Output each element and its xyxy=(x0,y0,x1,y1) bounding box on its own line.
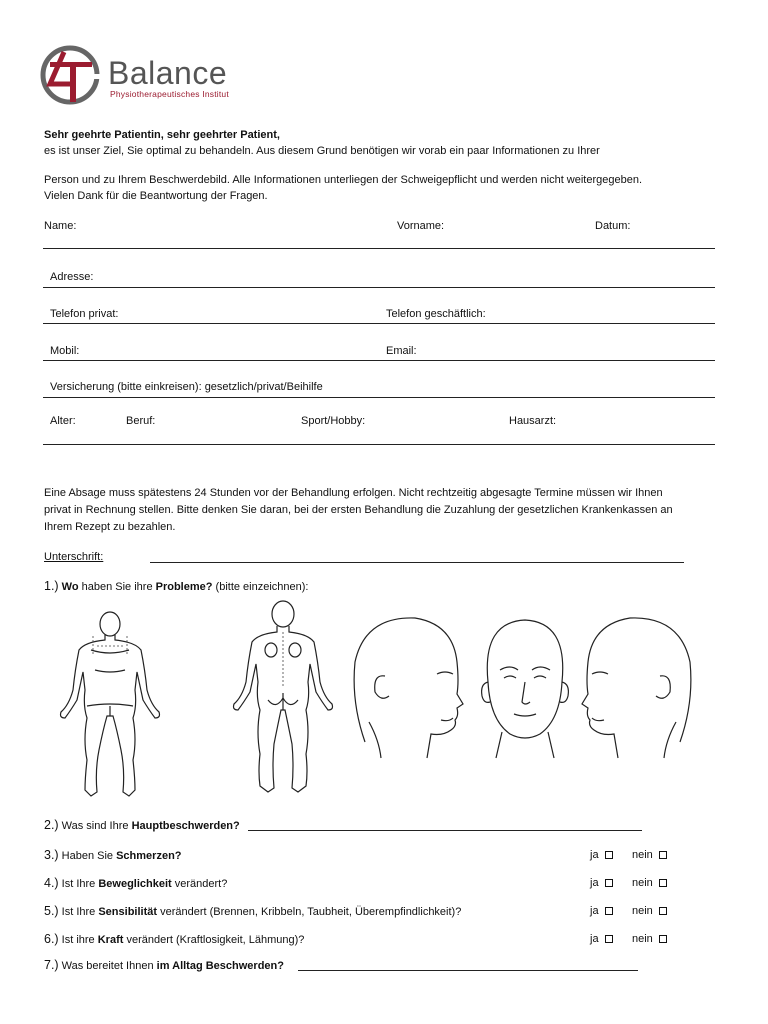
question-4: 4.) Ist Ihre Beweglichkeit verändert? xyxy=(44,876,228,890)
hausarzt-label: Hausarzt: xyxy=(509,415,557,427)
email-label: Email: xyxy=(386,345,417,357)
telefon-line[interactable] xyxy=(43,323,715,324)
intro-line-3: Vielen Dank für die Beantwortung der Fragen. xyxy=(44,190,268,202)
q3-nein-option[interactable]: nein xyxy=(632,849,667,861)
hauptbeschwerden-line[interactable] xyxy=(248,830,642,831)
q4-nein-checkbox[interactable] xyxy=(659,879,667,887)
q6-ja-checkbox[interactable] xyxy=(605,935,613,943)
body-front-figure[interactable] xyxy=(55,610,165,800)
head-front-figure[interactable] xyxy=(470,612,580,760)
datum-label: Datum: xyxy=(595,220,631,232)
q4-nein-option[interactable]: nein xyxy=(632,877,667,889)
question-3: 3.) Haben Sie Schmerzen? xyxy=(44,848,182,862)
signature-label: Unterschrift: xyxy=(44,551,104,563)
telefon-privat-label: Telefon privat: xyxy=(50,308,119,320)
question-5: 5.) Ist Ihre Sensibilität verändert (Brennen, Kribbeln, Taubheit, Überempfindlichkeit)? xyxy=(44,904,462,918)
adresse-label: Adresse: xyxy=(50,271,94,283)
telefon-geschaeftlich-label: Telefon geschäftlich: xyxy=(386,308,486,320)
mobil-label: Mobil: xyxy=(50,345,80,357)
question-2: 2.) Was sind Ihre Hauptbeschwerden? xyxy=(44,818,240,832)
beruf-label: Beruf: xyxy=(126,415,156,427)
vorname-label: Vorname: xyxy=(397,220,445,232)
notice-line-1: Eine Absage muss spätestens 24 Stunden vor der Behandlung erfolgen. Nicht rechtzeitig abgesagte Termine müssen wir Ihnen xyxy=(44,487,663,499)
brand-name: Balance xyxy=(108,55,228,91)
intro-line-2: Person und zu Ihrem Beschwerdebild. Alle Informationen unterliegen der Schweigepflicht und werden nicht weitergegeben. xyxy=(44,174,643,186)
q6-nein-checkbox[interactable] xyxy=(659,935,667,943)
versicherung-line[interactable] xyxy=(43,397,715,398)
q5-ja-option[interactable]: ja xyxy=(590,905,613,917)
q5-ja-checkbox[interactable] xyxy=(605,907,613,915)
alter-label: Alter: xyxy=(50,415,76,427)
q6-nein-option[interactable]: nein xyxy=(632,933,667,945)
q3-ja-option[interactable]: ja xyxy=(590,849,613,861)
adresse-line[interactable] xyxy=(43,287,715,288)
question-6: 6.) Ist ihre Kraft verändert (Kraftlosigkeit, Lähmung)? xyxy=(44,932,305,946)
notice-line-3: Ihrem Rezept zu bezahlen. xyxy=(44,521,176,533)
greeting: Sehr geehrte Patientin, sehr geehrter Patient, xyxy=(44,129,280,141)
q3-ja-checkbox[interactable] xyxy=(605,851,613,859)
signature-line[interactable] xyxy=(150,562,684,563)
question-1: 1.) Wo haben Sie ihre Probleme? (bitte einzeichnen): xyxy=(44,579,309,593)
q5-nein-option[interactable]: nein xyxy=(632,905,667,917)
notice-line-2: privat in Rechnung stellen. Bitte denken Sie daran, bei der ersten Behandlung die Zuzahlung der gesetzlichen Krankenkassen an xyxy=(44,504,673,516)
head-side-left-figure[interactable] xyxy=(345,612,465,760)
name-label: Name: xyxy=(44,220,77,232)
question-7: 7.) Was bereitet Ihnen im Alltag Beschwerden? xyxy=(44,958,284,972)
q4-ja-checkbox[interactable] xyxy=(605,879,613,887)
head-side-right-figure[interactable] xyxy=(580,612,700,760)
sport-label: Sport/Hobby: xyxy=(301,415,366,427)
q5-nein-checkbox[interactable] xyxy=(659,907,667,915)
body-back-figure[interactable] xyxy=(228,598,338,800)
q6-ja-option[interactable]: ja xyxy=(590,933,613,945)
versicherung-label: Versicherung (bitte einkreisen): gesetzlich/privat/Beihilfe xyxy=(50,381,323,393)
intro-line-1: es ist unser Ziel, Sie optimal zu behandeln. Aus diesem Grund benötigen wir vorab ein paar Informationen zu Ihrer xyxy=(44,145,600,157)
name-line[interactable] xyxy=(43,248,715,249)
mobil-line[interactable] xyxy=(43,360,715,361)
alltag-line[interactable] xyxy=(298,970,638,971)
q3-nein-checkbox[interactable] xyxy=(659,851,667,859)
alter-line[interactable] xyxy=(43,444,715,445)
q4-ja-option[interactable]: ja xyxy=(590,877,613,889)
brand-tagline: Physiotherapeutisches Institut xyxy=(110,89,229,99)
